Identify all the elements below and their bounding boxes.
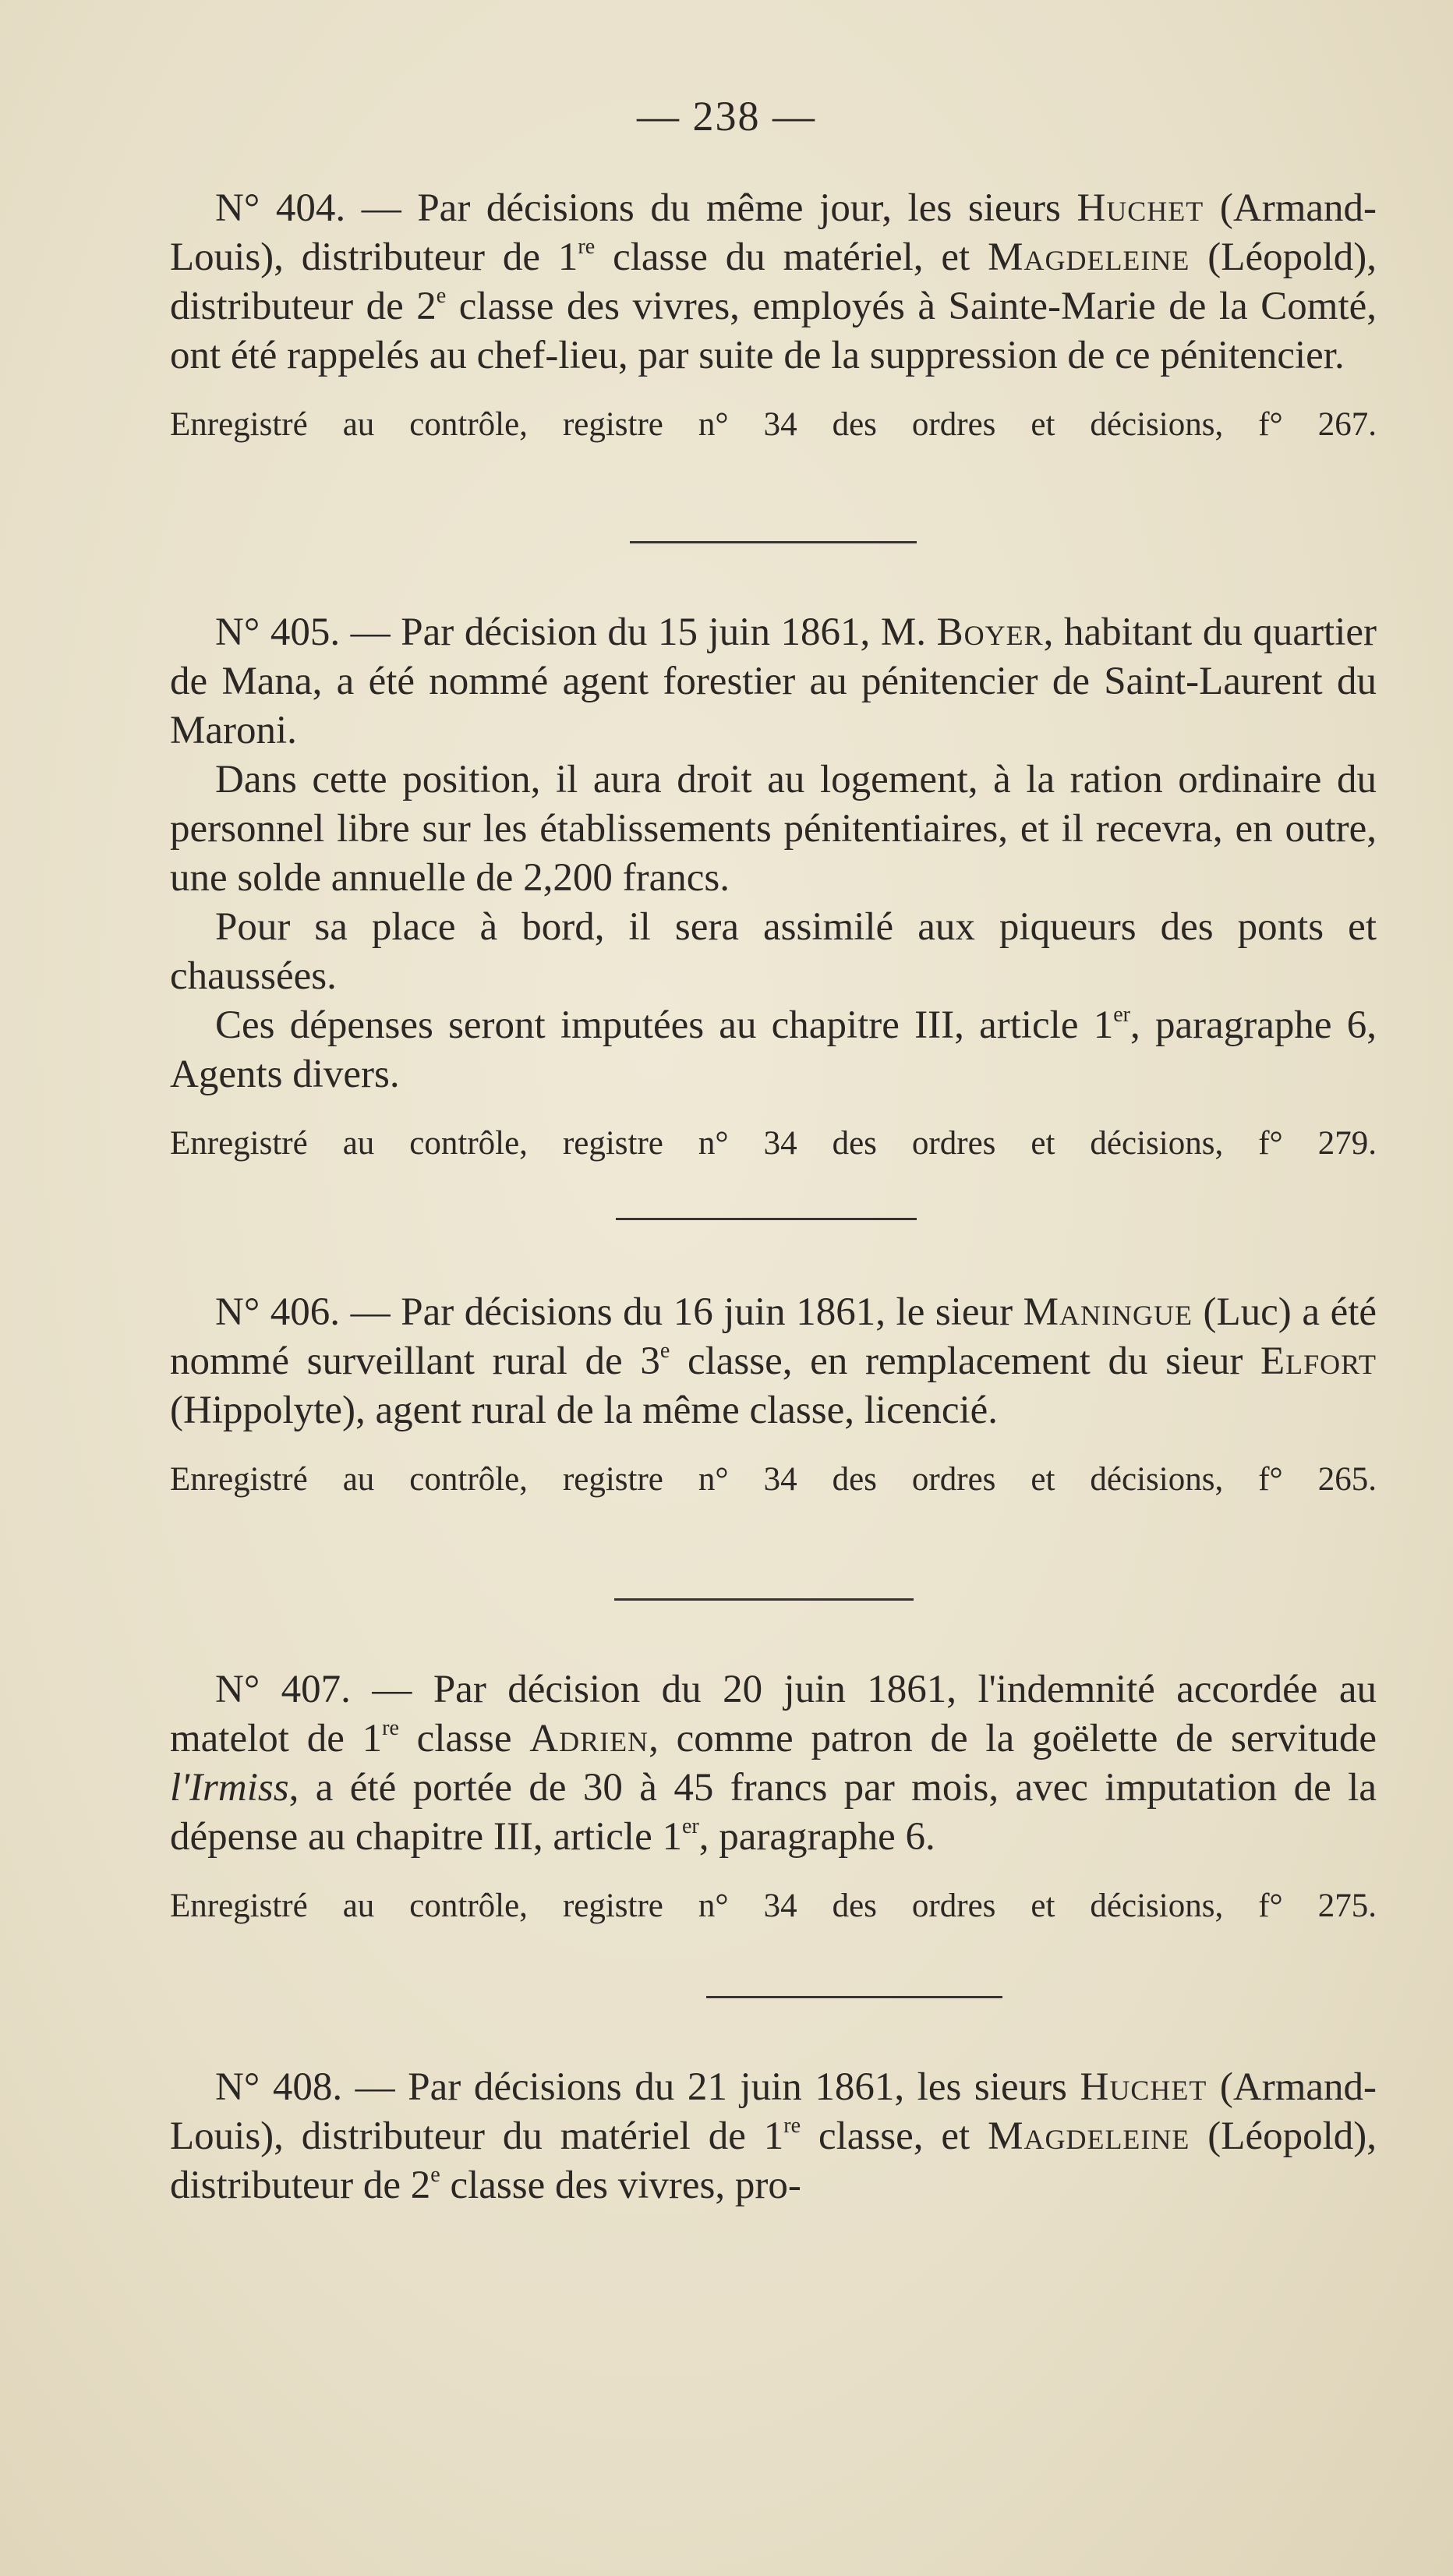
person-name: Maningue (1023, 1290, 1193, 1334)
person-name: Magdeleine (988, 235, 1190, 279)
person-name: Adrien (529, 1717, 649, 1760)
separator-rule (630, 541, 917, 543)
entry-405-paragraph-4: Ces dépenses seront imputées au chapitre III, article 1er, paragraphe 6, Agents divers. (170, 1002, 1377, 1096)
entry-408-paragraph: N° 408. — Par décisions du 21 juin 1861, les sieurs Huchet (Armand-Louis), distributeur du matériel de 1re classe, et Magdeleine (Léopold), distributeur de 2e classe des vivres, pro- (170, 2065, 1377, 2207)
entry-405 (170, 608, 1377, 1165)
entry-number: N° 404. (215, 186, 346, 230)
separator-rule (616, 1218, 917, 1220)
separator-rule (706, 1996, 1002, 1998)
ship-name: l'Irmiss (170, 1766, 289, 1810)
person-name: Huchet (1076, 186, 1204, 230)
entry-406 (170, 1288, 1377, 1501)
entry-405-paragraph-1: N° 405. — Par décision du 15 juin 1861, M. Boyer, habitant du quartier de Mana, a été nommé agent forestier au pénitencier de Saint-Laurent du Maroni. (170, 610, 1377, 752)
entry-405-paragraph-2: Dans cette position, il aura droit au logement, à la ration ordinaire du personnel libre sur les établissements pénitentiaires, et il recevra, en outre, une solde annuelle de 2,200 francs. (170, 758, 1377, 900)
person-name: Magdeleine (988, 2114, 1190, 2158)
page-number: — 238 — (637, 93, 816, 140)
entry-number: N° 406. (215, 1290, 341, 1334)
registration-note: Enregistré au contrôle, registre n° 34 des ordres et décisions, f° 265. (170, 1461, 1377, 1498)
entry-404 (170, 184, 1377, 446)
registration-note: Enregistré au contrôle, registre n° 34 des ordres et décisions, f° 275. (170, 1888, 1377, 1924)
person-name: Huchet (1080, 2065, 1207, 2109)
person-name: Elfort (1260, 1339, 1377, 1383)
entry-406-paragraph: N° 406. — Par décisions du 16 juin 1861, le sieur Maningue (Luc) a été nommé surveillant rural de 3e classe, en remplacement du sieur Elfort (Hippolyte), agent rural de la même classe, licencié. (170, 1290, 1377, 1432)
separator-rule (614, 1598, 914, 1601)
entry-405-paragraph-3: Pour sa place à bord, il sera assimilé aux piqueurs des ponts et chaussées. (170, 905, 1377, 998)
registration-note: Enregistré au contrôle, registre n° 34 des ordres et décisions, f° 279. (170, 1125, 1377, 1162)
entry-number: N° 408. (215, 2065, 343, 2109)
entry-404-paragraph: N° 404. — Par décisions du même jour, les sieurs Huchet (Armand-Louis), distributeur de 1re classe du matériel, et Magdeleine (Léopold), distributeur de 2e classe des vivres, employés à Sainte-Marie de la Comté, ont été rappelés au chef-lieu, par suite de la suppression de ce pénitencier. (170, 186, 1377, 377)
person-name: Boyer (936, 610, 1044, 654)
entry-408 (170, 2063, 1377, 2210)
entry-number: N° 407. (215, 1668, 351, 1711)
registration-note: Enregistré au contrôle, registre n° 34 des ordres et décisions, f° 267. (170, 406, 1377, 443)
entry-407-paragraph: N° 407. — Par décision du 20 juin 1861, l'indemnité accordée au matelot de 1re classe Adrien, comme patron de la goëlette de servitude l'Irmiss, a été portée de 30 à 45 francs par mois, avec imputation de la dépense au chapitre III, article 1er, paragraphe 6. (170, 1668, 1377, 1859)
entry-number: N° 405. (215, 610, 341, 654)
entry-407 (170, 1665, 1377, 1927)
